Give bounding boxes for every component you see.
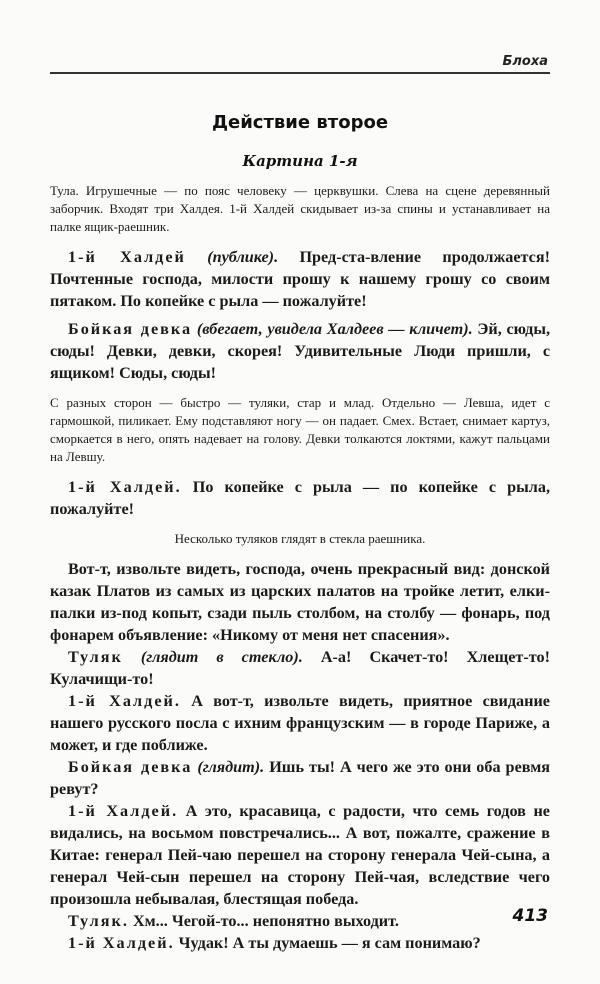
line-text: А-а! Скачет-то! Хлещет-то! Кулачищи-то!	[50, 648, 550, 688]
line-text: По копейке с рыла — по копейке с рыла, пожалуйте!	[50, 478, 550, 518]
speaker-name: 1-й Халдей.	[68, 692, 181, 710]
speaker-name: 1-й Халдей.	[68, 802, 179, 820]
dialogue-line	[50, 476, 550, 520]
inline-direction: (глядит в стекло).	[140, 648, 303, 666]
speaker-name: Бойкая девка	[68, 320, 193, 338]
inline-direction: (публике).	[207, 248, 279, 266]
speaker-name: Туляк.	[68, 912, 129, 930]
line-text: Пред-ста-вление продолжается! Почтенные господа, милости прошу к нашему грошу со своим пятаком. По копейке с рыла — пожалуйте!	[50, 248, 550, 310]
dialogue-line	[50, 756, 550, 800]
speaker-name: Бойкая девка	[68, 758, 193, 776]
running-title: Блоха	[502, 54, 548, 69]
act-title: Действие второе	[211, 112, 389, 133]
line-text: Эй, сюды, сюды! Девки, девки, скорея! Удивительные Люди пришли, с ящиком! Сюды, сюды!	[50, 320, 551, 382]
speaker-name: 1-й Халдей.	[68, 478, 182, 496]
dialogue-line	[50, 932, 550, 954]
line-text: Вот-т, извольте видеть, господа, очень прекрасный вид: донской казак Платов из самых из царских палатов на тройке летит, елки-палки из-под копыт, сзади пыль столбом, на столбу — фонарь, под фонарем объявление: «Никому от меня нет спасения».	[50, 560, 550, 644]
scene-title: Картина 1-я	[242, 152, 358, 170]
dialogue-line	[50, 690, 550, 756]
line-text: Чудак! А ты думаешь — я сам понимаю?	[174, 934, 481, 952]
header-rule	[50, 72, 550, 74]
line-text: Ишь ты! А чего же это они оба ревмя ревут?	[50, 758, 550, 798]
dialogue-line	[50, 246, 550, 312]
dialogue-line	[50, 800, 550, 910]
play-text	[50, 182, 550, 954]
speaker-name: 1-й Халдей.	[68, 934, 175, 952]
running-header	[50, 52, 550, 74]
page-number: 413	[512, 906, 548, 926]
stage-direction: Тула. Игрушечные — по пояс человеку — церквушки. Слева на сцене деревянный заборчик. Входят три Халдея. 1-й Халдей скидывает из-за спины и устанавливает на палке ящик-раешник.	[50, 183, 550, 234]
dialogue-line	[50, 910, 550, 932]
stage-direction: Несколько туляков глядят в стекла раешника.	[174, 531, 426, 546]
speaker-name: 1-й Халдей	[68, 248, 186, 266]
line-text: А вот-т, извольте видеть, приятное свидание нашего русского посла с ихним французским — в городе Париже, а может, и где поближе.	[50, 692, 550, 754]
speaker-name: Туляк	[68, 648, 123, 666]
dialogue-line	[50, 558, 550, 646]
line-text: А это, красавица, с радости, что семь годов не видались, на восьмом повстречались... А вот, пожалте, сражение в Китае: генерал Пей-чаю перешел на сторону генерала Чей-сына, а генерал Чей-сын перешел на сторону Пей-чая, вследствие чего произошла небывалая, блестящая победа.	[50, 802, 550, 908]
dialogue-line	[50, 646, 550, 690]
inline-direction: (вбегает, увидела Халдеев — кличет).	[196, 320, 473, 338]
line-text: Хм... Чегой-то... непонятно выходит.	[128, 912, 399, 930]
dialogue-line	[50, 318, 550, 384]
stage-direction: С разных сторон — быстро — туляки, стар и млад. Отдельно — Левша, идет с гармошкой, пиликает. Ему подставляют ногу — он падает. Смех. Встает, снимает картуз, сморкается в него, опять надевает на голову. Девки толкаются локтями, кажут пальцами на Левшу.	[50, 395, 550, 464]
inline-direction: (глядит).	[197, 758, 265, 776]
